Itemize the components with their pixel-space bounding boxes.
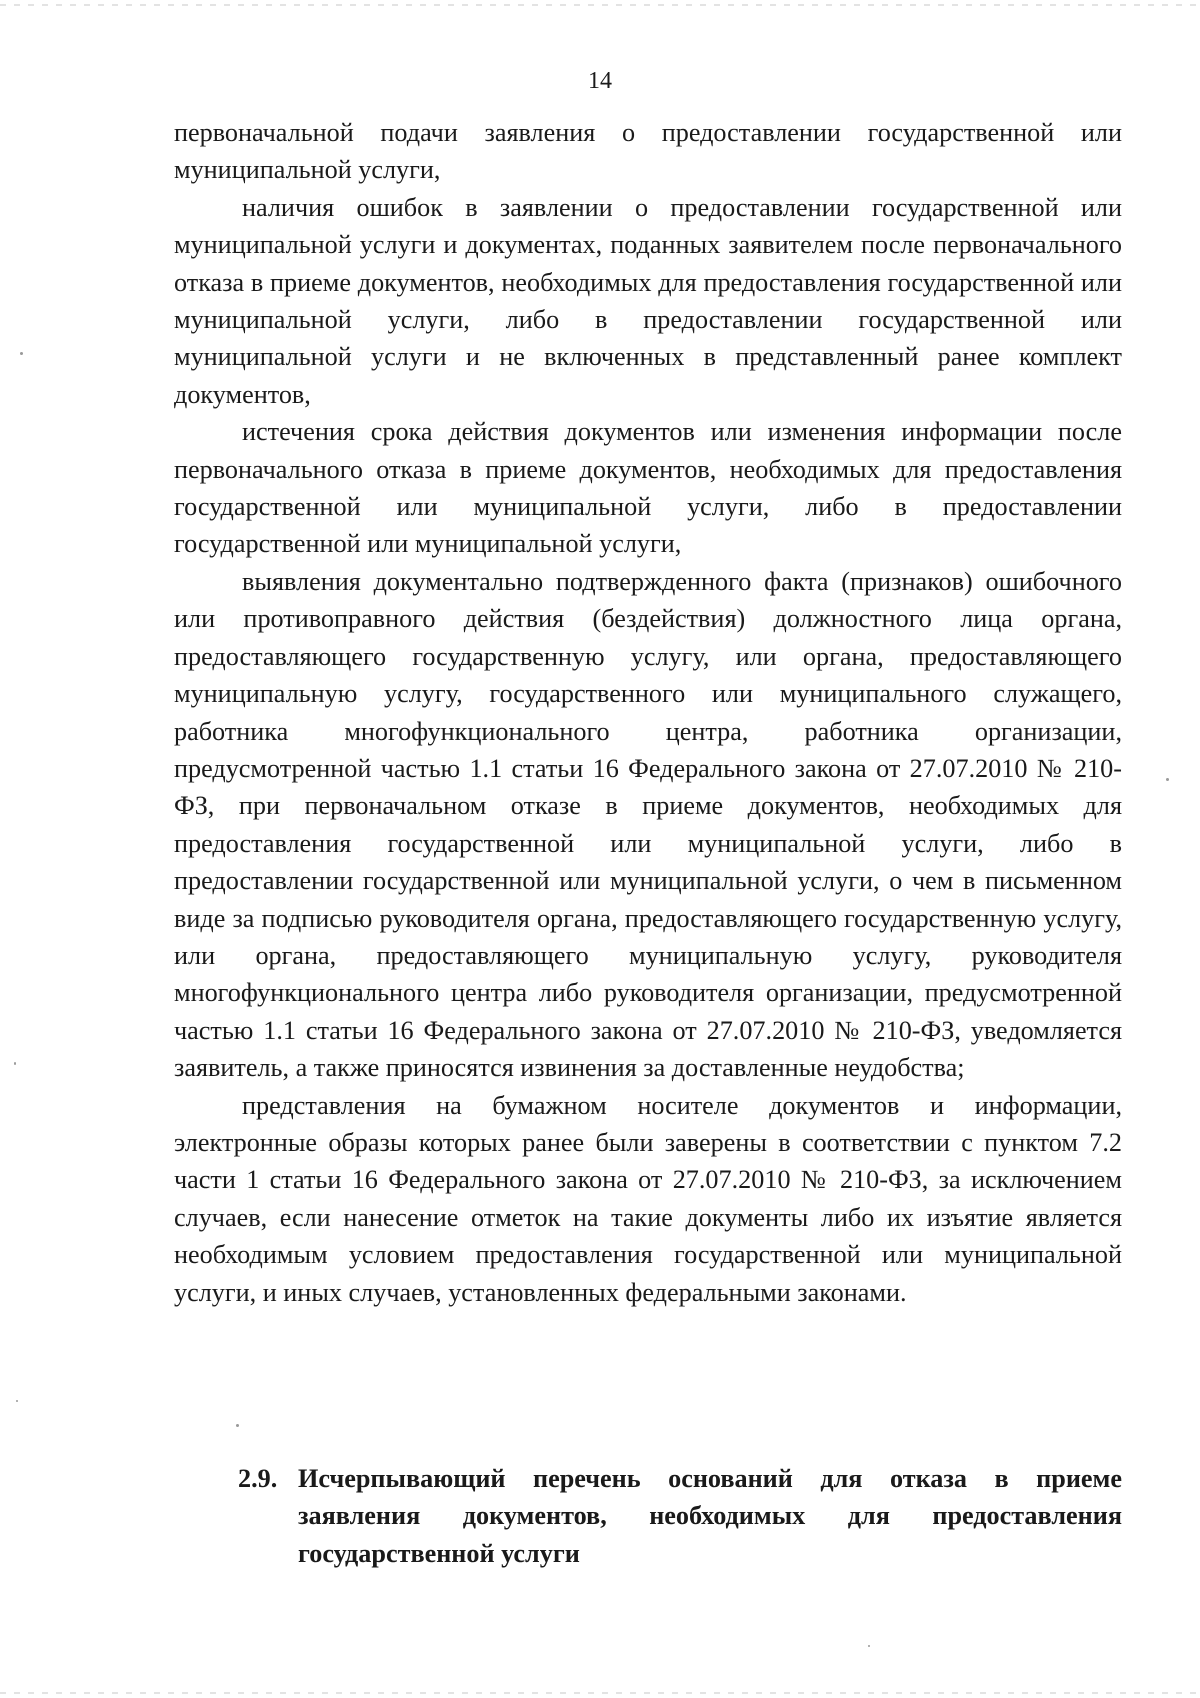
paragraph-5: представления на бумажном носителе документов и информации, электронные образы которых ранее были заверены в соответствии с пунктом 7.2 части 1 статьи 16 Федерального закона от 27.07.2010 № 210-ФЗ, за исключением случаев, если нанесение отметок на такие документы либо их изъятие является необходимым условием предоставления государственной или муниципальной услуги, и иных случаев, установленных федеральными законами. [174, 1090, 1122, 1307]
section-title: Исчерпывающий перечень оснований для отказа в приеме заявления документов, необходимых для предоставления государственной услуги [298, 1464, 1122, 1568]
section-number: 2.9. [238, 1464, 278, 1493]
scan-speck [868, 1645, 870, 1647]
section-heading [238, 1460, 1122, 1572]
scan-speck [1166, 778, 1169, 781]
paragraph-2: наличия ошибок в заявлении о предоставлении государственной или муниципальной услуги и документах, поданных заявителем после первоначального отказа в приеме документов, необходимых для предоставления государственной или муниципальной услуги, либо в предоставлении государственной или муниципальной услуги и не включенных в представленный ранее комплект документов, [174, 192, 1122, 409]
scan-speck [236, 1424, 239, 1427]
scan-edge-bottom [0, 1692, 1200, 1694]
paragraph-1: первоначальной подачи заявления о предоставлении государственной или муниципальной услуги, [174, 118, 1122, 185]
scan-speck [20, 352, 23, 355]
page-number: 14 [588, 68, 612, 94]
paragraph-4: выявления документально подтвержденного факта (признаков) ошибочного или противоправного действия (бездействия) должностного лица органа, предоставляющего государственную услугу, или органа, предоставляющего муниципальную услугу, государственного или муниципального служащего, работника многофункционального центра, работника организации, предусмотренной частью 1.1 статьи 16 Федерального закона от 27.07.2010 № 210-ФЗ, при первоначальном отказе в приеме документов, необходимых для предоставления государственной или муниципальной услуги, либо в предоставлении государственной или муниципальной услуги, о чем в письменном виде за подписью руководителя органа, предоставляющего государственную услугу, или органа, предоставляющего муниципальную услугу, руководителя многофункционального центра либо руководителя организации, предусмотренной частью 1.1 статьи 16 Федерального закона от 27.07.2010 № 210-ФЗ, уведомляется заявитель, а также приносятся извинения за доставленные неудобства; [174, 566, 1122, 1083]
scan-speck [14, 1062, 16, 1065]
paragraph-3: истечения срока действия документов или изменения информации после первоначального отказа в приеме документов, необходимых для предоставления государственной или муниципальной услуги, либо в предоставлении государственной или муниципальной услуги, [174, 417, 1122, 559]
scan-speck [16, 1400, 18, 1402]
scan-edge-top [0, 4, 1200, 6]
body-text [174, 114, 1122, 1311]
